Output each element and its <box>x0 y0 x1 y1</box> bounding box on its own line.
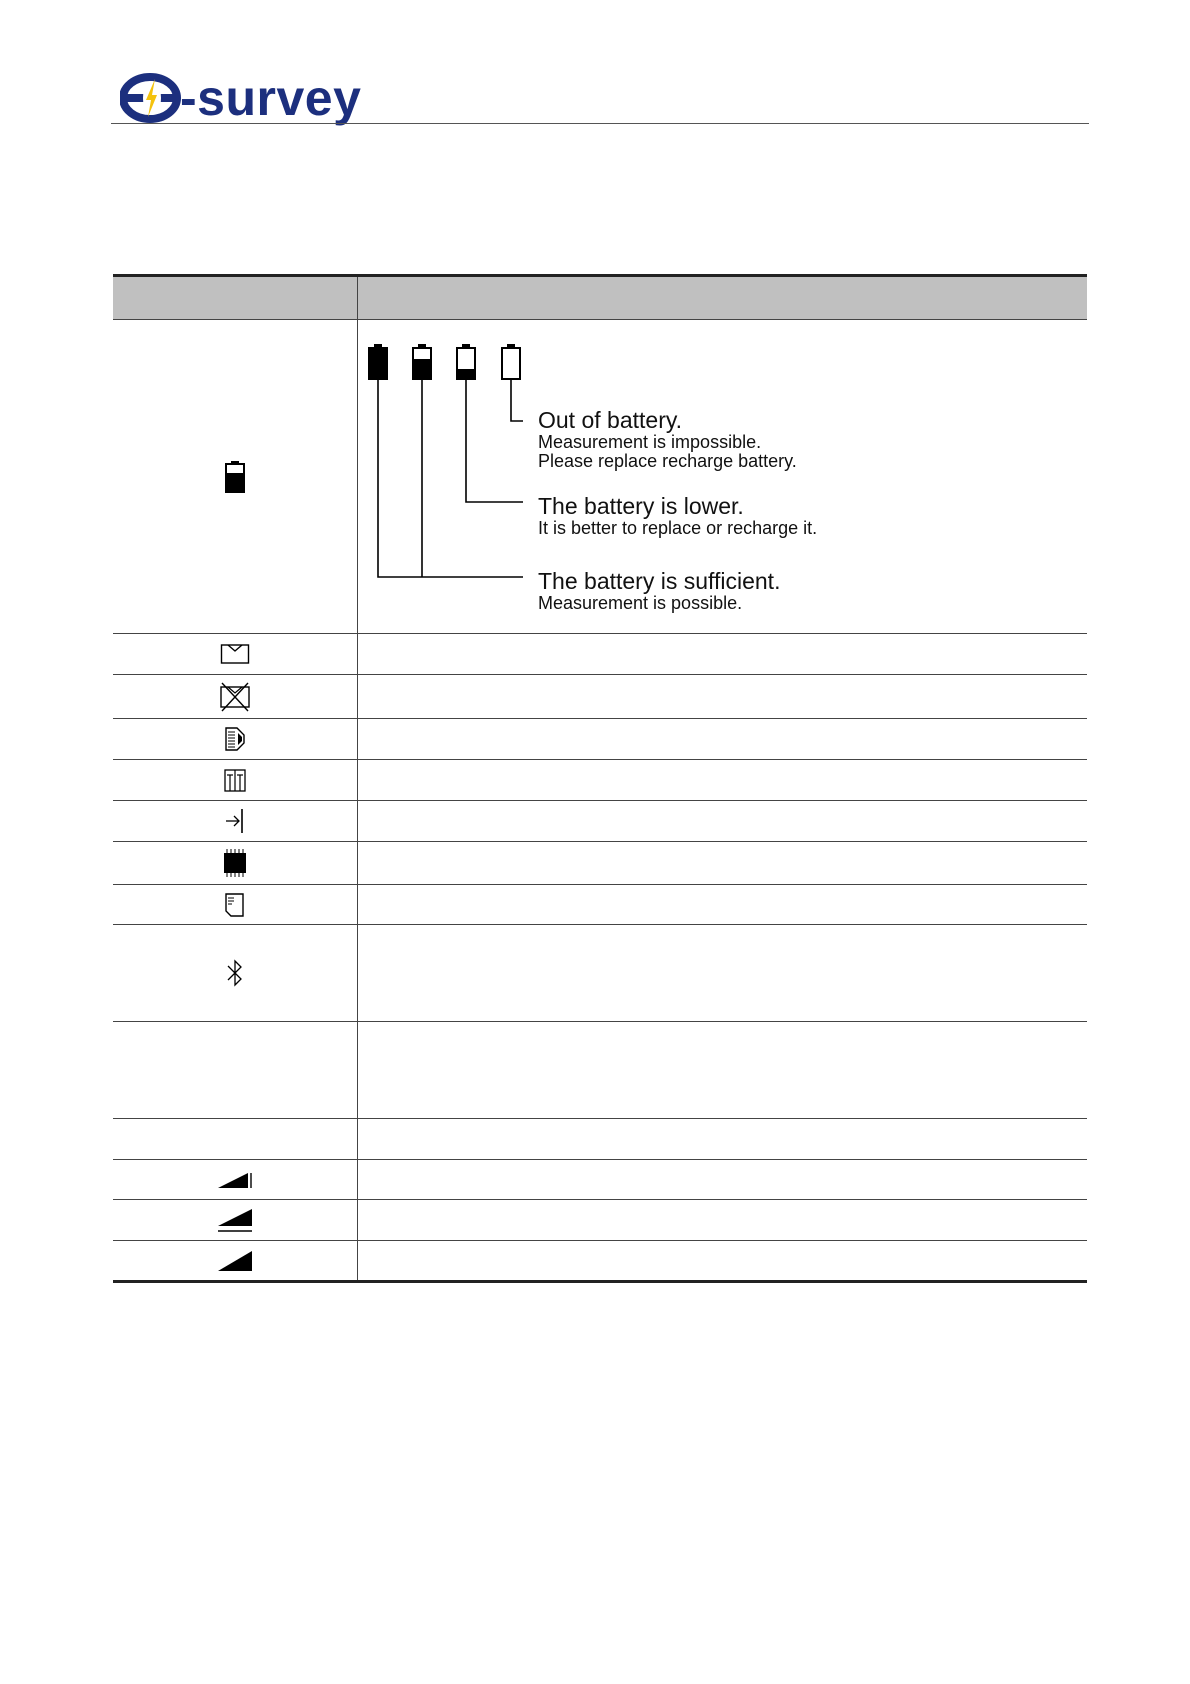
memory-chip-icon <box>221 847 249 879</box>
header-logo <box>120 70 420 126</box>
table-cell-description <box>358 719 1088 760</box>
table-cell-description <box>358 760 1088 801</box>
table-row <box>113 1160 1087 1200</box>
table-header-row <box>113 276 1087 320</box>
table-cell-description <box>358 1241 1088 1282</box>
signal-weak-icon <box>216 1170 254 1190</box>
table-cell-description <box>358 1160 1088 1200</box>
table-cell-description <box>358 801 1088 842</box>
header-cell-icon <box>113 276 358 320</box>
table-cell-icon <box>113 1022 358 1119</box>
compensator-icon <box>223 767 247 793</box>
sd-card-icon <box>224 892 246 918</box>
header-cell-meaning <box>358 276 1088 320</box>
table-cell-description <box>358 925 1088 1022</box>
battery-lower-label: The battery is lower. It is better to replace or recharge it. <box>538 493 818 538</box>
battery-high-icon <box>413 344 431 379</box>
table-row <box>113 1241 1087 1282</box>
table-row <box>113 925 1087 1022</box>
battery-legend <box>358 320 1087 632</box>
table-cell-icon <box>113 1119 358 1160</box>
table-row <box>113 885 1087 925</box>
table-row <box>113 719 1087 760</box>
table-row <box>113 760 1087 801</box>
table-row <box>113 1200 1087 1241</box>
signal-medium-icon <box>216 1207 254 1233</box>
battery-full-icon <box>369 344 387 379</box>
bluetooth-icon <box>225 958 245 988</box>
battery-sufficient-label: The battery is sufficient. Measurement is possible. <box>538 568 781 613</box>
table-row <box>113 1119 1087 1160</box>
battery-empty-icon <box>502 344 520 379</box>
laser-plummet-icon <box>223 726 247 752</box>
table-cell-description <box>358 885 1088 925</box>
offset-arrow-icon <box>224 807 246 835</box>
battery-icon <box>224 460 246 494</box>
table-cell-description <box>358 1022 1088 1119</box>
battery-leader-lines <box>378 380 523 577</box>
prism-target-icon <box>220 643 250 665</box>
table-row <box>113 634 1087 675</box>
table-row <box>113 1022 1087 1119</box>
table-cell-description <box>358 1200 1088 1241</box>
e-logo-icon <box>120 73 182 123</box>
table-cell-description <box>358 634 1088 675</box>
table-cell-description <box>358 675 1088 719</box>
battery-low-icon <box>457 344 475 379</box>
signal-strong-icon <box>216 1249 254 1273</box>
no-prism-crossed-icon <box>219 682 251 712</box>
table-row-battery <box>113 320 1087 634</box>
table-row <box>113 801 1087 842</box>
battery-legend-cell <box>358 320 1088 634</box>
table-cell-description <box>358 1119 1088 1160</box>
table-row <box>113 675 1087 719</box>
battery-icon-cell <box>113 320 358 634</box>
battery-out-label: Out of battery. Measurement is impossible. Please replace recharge battery. <box>538 407 797 471</box>
status-icon-table <box>113 274 1087 1283</box>
table-row <box>113 842 1087 885</box>
table-cell-description <box>358 842 1088 885</box>
logo-text: -survey <box>180 70 362 126</box>
header-divider <box>111 123 1089 124</box>
